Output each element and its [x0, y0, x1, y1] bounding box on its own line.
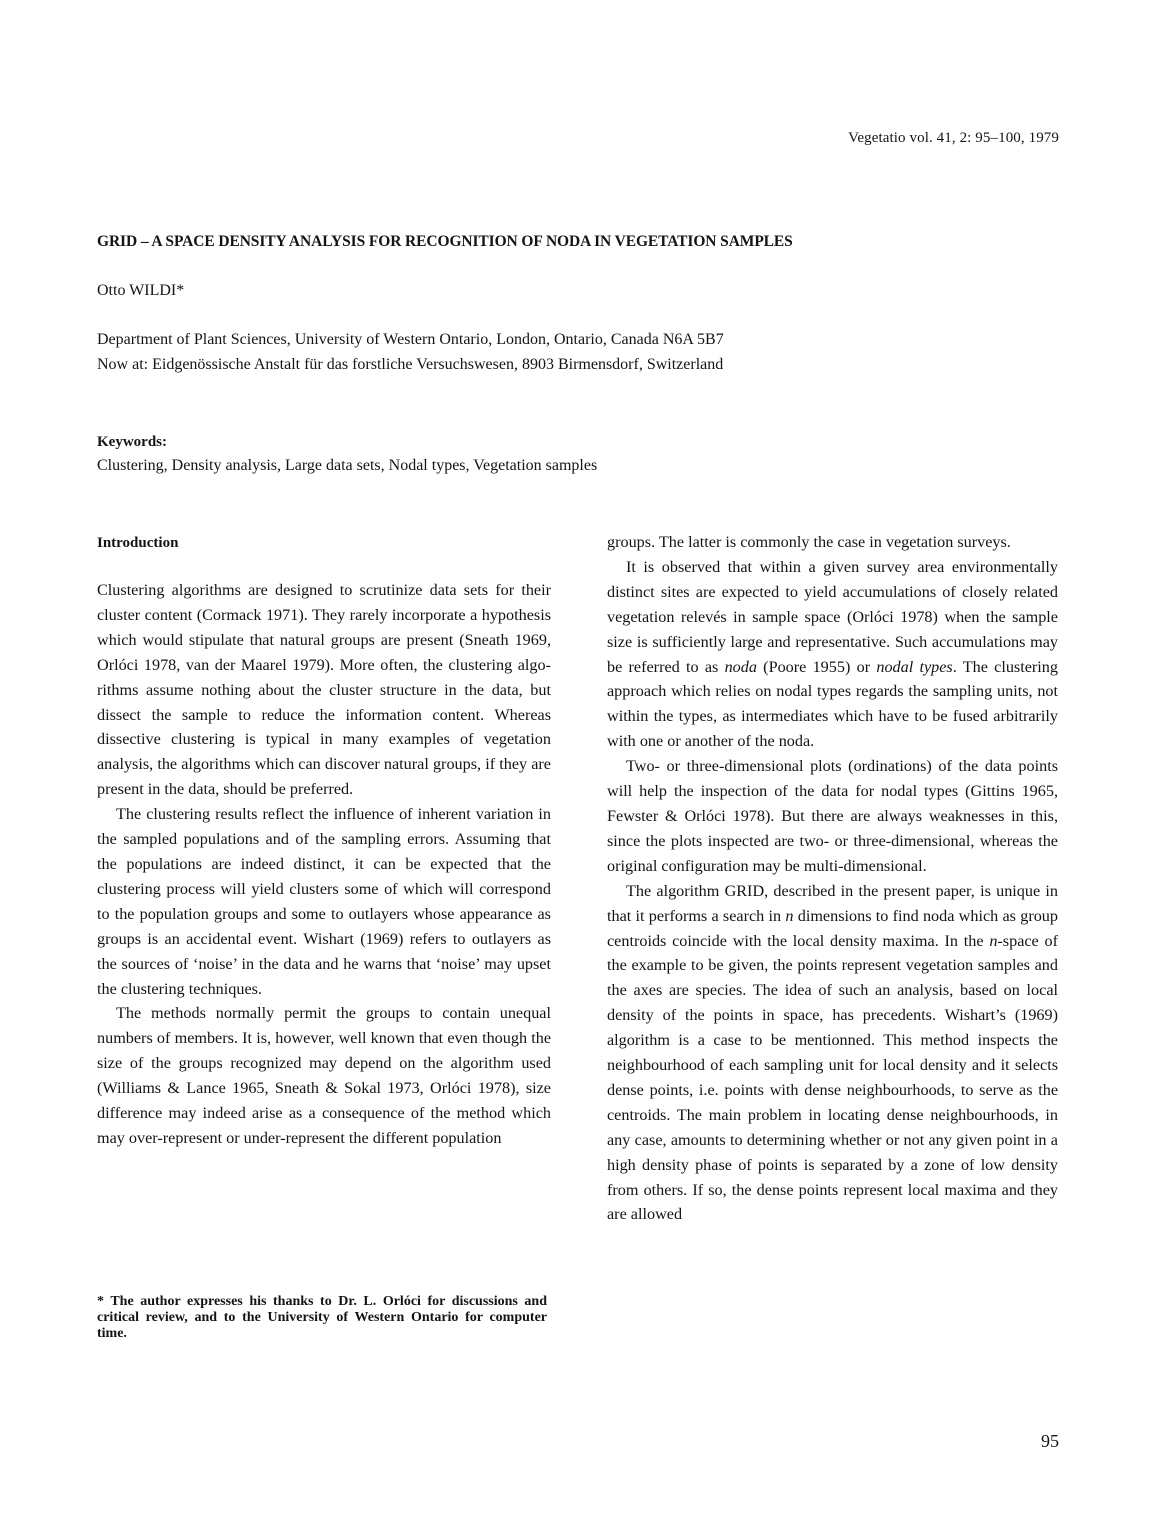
- keywords-list: Clustering, Density analysis, Large data sets, Nodal types, Vegetation samples: [97, 457, 598, 474]
- text-span: . The clustering approach which relies on nodal types regards the sampling units, not within the types, as intermediates which have to be fused arbitrarily with one or another of the noda.: [607, 657, 1058, 751]
- text-span: -space of the example to be given, the points represent vegetation samples and the axes are species. The idea of such an analysis, based on local density of the points in space, has precedents. Wishart’s (1969) algorithm is a case to be mentionned. This method inspects the neighbourhood of each sampling unit for local density and it selects dense points, i.e. points with dense neighbourhoods, to serve as the centroids. The main problem in locating dense neighbourhoods, in any case, amounts to determining whether or not any given point in a high density phase of points is separated by a zone of low density from others. If so, the dense points represent local maxima and they are allowed: [607, 931, 1058, 1224]
- text-span: It is observed that within a given survey area environmentally distinct sites are expected to yield accumulations of closely related vegetation relevés in sample space (Orlóci 1978) when the sample size is sufficiently large and representative. Such accumulations may be referred to as: [607, 557, 1058, 676]
- affiliation-current: Now at: Eidgenössische Anstalt für das forstliche Versuchswesen, 8903 Birmensdorf, Switzerland: [97, 356, 724, 373]
- paragraph: The clustering results reflect the influence of inherent variation in the sampled populations and of the sampling errors. Assuming that the populations are indeed distinct, it can be expected that the clustering process will yield clusters some of which will correspond to the population groups and some to outlayers whose appearance as groups is an accidental event. Wishart (1969) refers to outlayers as the sources of ‘noise’ in the data and he warns that ‘noise’ may upset the clustering techniques.: [97, 805, 551, 998]
- author-name: Otto WILDI*: [97, 282, 185, 299]
- emphasis-noda: noda: [724, 657, 757, 676]
- article-title: GRID – A SPACE DENSITY ANALYSIS FOR RECOGNITION OF NODA IN VEGETATION SAMPLES: [97, 233, 793, 250]
- paragraph: groups. The latter is commonly the case in vegetation surveys.: [607, 533, 1011, 551]
- text-span: (Poore 1955) or: [756, 657, 877, 676]
- footnote: * The author expresses his thanks to Dr. L. Orlóci for discussions and critical review, and to the University of Western Ontario for computer time.: [97, 1294, 547, 1342]
- text-span: The algorithm GRID, described in the present paper, is unique in that it performs a search in: [607, 881, 1058, 925]
- emphasis-nodal-types: nodal types: [876, 657, 953, 676]
- emphasis-n: n: [989, 931, 998, 950]
- text-span: dimensions to find noda which as group centroids coincide with the local density maxima. In the: [607, 906, 1058, 950]
- paragraph: Clustering algorithms are designed to scrutinize data sets for their cluster content (Cormack 1971). They rarely incorporate a hypothesis which would stipulate that natural groups are present (Sneath 1969, Orlóci 1978, van der Maarel 1979). More often, the clustering algorithms assume nothing about the cluster structure in the data, but dissect the sample to reduce the information content. Whereas dissective clustering is typical in many examples of vegetation analysis, the algorithms which can discover natural groups, if they are present in the data, should be preferred.: [97, 581, 551, 799]
- affiliation-primary: Department of Plant Sciences, University of Western Ontario, London, Ontario, Canada N6A 5B7: [97, 331, 724, 348]
- emphasis-n: n: [785, 906, 794, 925]
- left-column: [97, 578, 551, 1151]
- paragraph: [607, 879, 1058, 1228]
- right-column: [607, 530, 1058, 1227]
- section-heading-introduction: Introduction: [97, 535, 179, 551]
- paragraph: The methods normally permit the groups to contain unequal numbers of members. It is, however, well known that even though the size of the groups recognized may depend on the algorithm used (Williams & Lance 1965, Sneath & Sokal 1973, Orlóci 1978), size difference may indeed arise as a consequence of the method which may over-represent or under-represent the different population: [97, 1004, 551, 1147]
- page-number: 95: [1041, 1431, 1059, 1451]
- keywords-heading: Keywords:: [97, 434, 167, 450]
- paragraph: [607, 555, 1058, 754]
- journal-reference: Vegetatio vol. 41, 2: 95–100, 1979: [848, 130, 1059, 146]
- paragraph: Two- or three-dimensional plots (ordinations) of the data points will help the inspection of the data for nodal types (Gittins 1965, Fewster & Orlóci 1978). But there are always weaknesses in this, since the plots inspected are two- or three-dimensional, whereas the original configuration may be multi-dimensional.: [607, 757, 1058, 875]
